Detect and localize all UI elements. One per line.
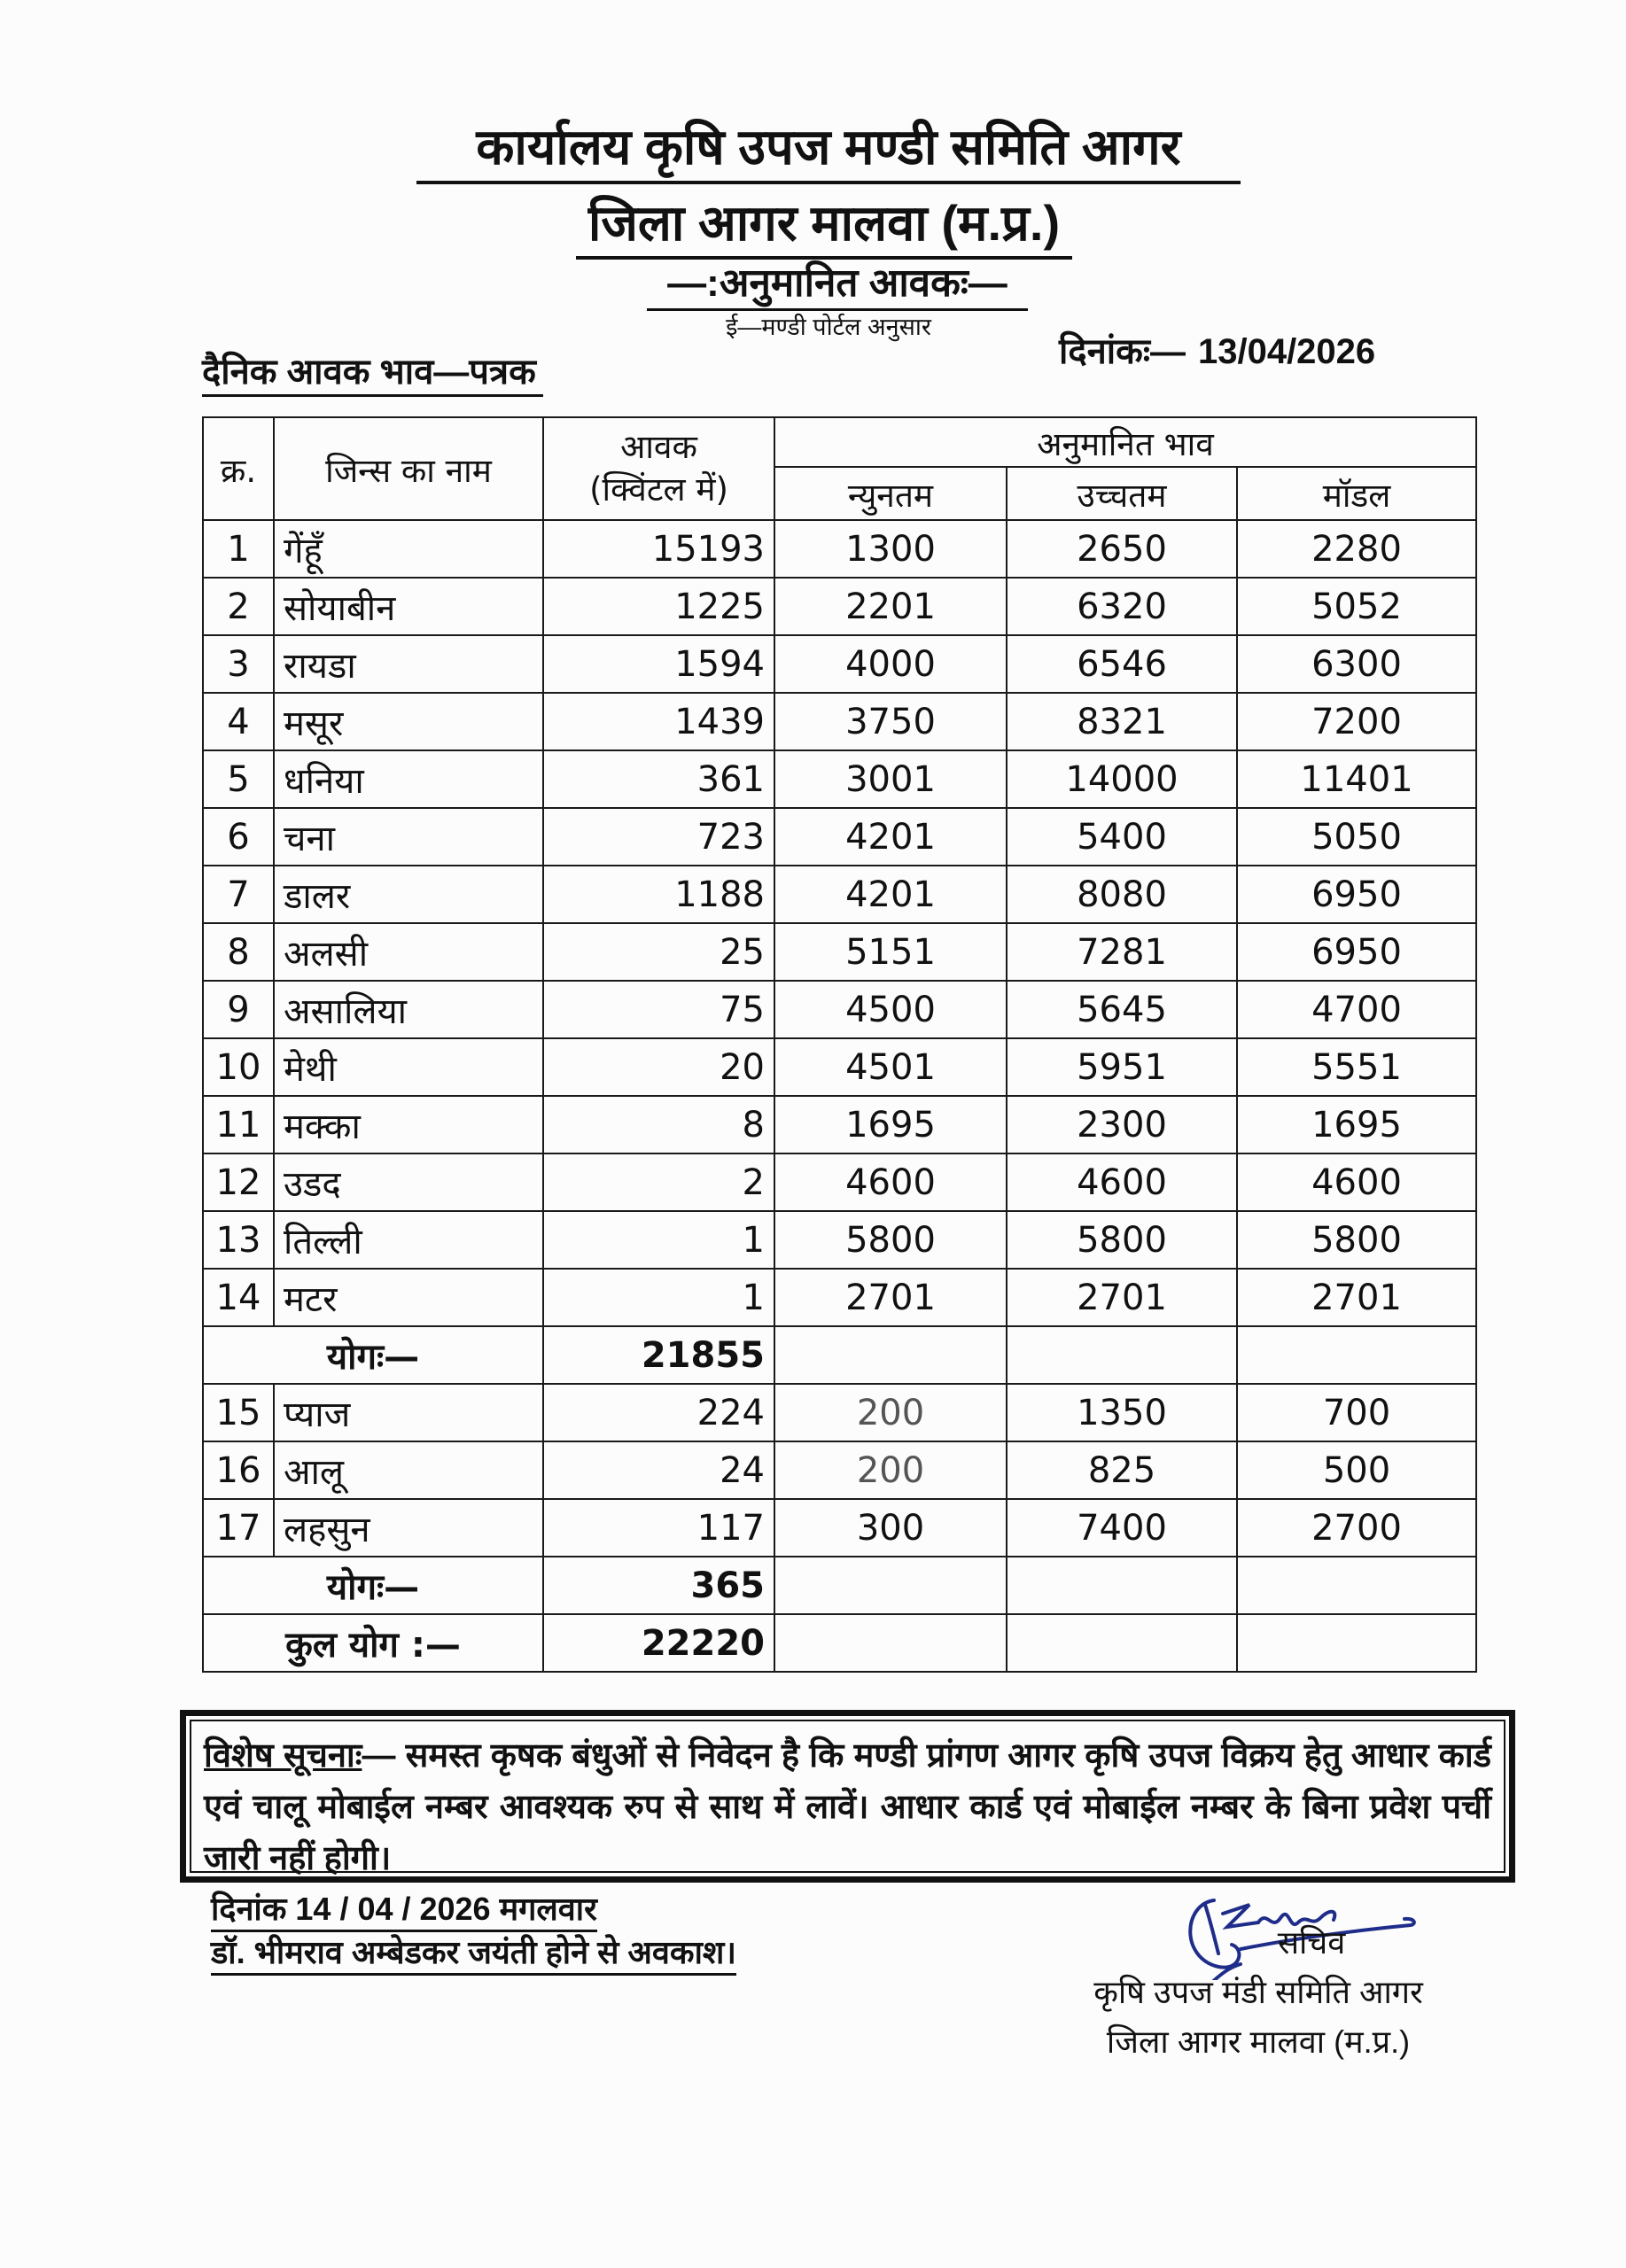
- serial-cell: 7: [203, 866, 274, 923]
- serial-cell: 2: [203, 578, 274, 635]
- modal-price-cell: 6950: [1237, 866, 1476, 923]
- special-notice: [190, 1720, 1505, 1877]
- max-price-cell: 5400: [1007, 808, 1237, 866]
- arrival-cell: 25: [543, 923, 774, 981]
- header-price-group: अनुमानित भाव: [774, 417, 1476, 467]
- arrival-cell: 20: [543, 1038, 774, 1096]
- table-row: [203, 1499, 1476, 1557]
- header-arrival: [543, 417, 774, 520]
- commodity-cell: लहसुन: [274, 1499, 543, 1557]
- empty-cell: [1007, 1326, 1237, 1384]
- office-title: कार्यालय कृषि उपज मण्डी समिति आगर: [416, 113, 1241, 184]
- max-price-cell: 6546: [1007, 635, 1237, 693]
- commodity-cell: सोयाबीन: [274, 578, 543, 635]
- signatory-org: कृषि उपज मंडी समिति आगर: [1093, 1974, 1423, 2010]
- table-row: [203, 1096, 1476, 1153]
- signatory-role: सचिव: [1277, 1924, 1346, 1961]
- empty-cell: [1237, 1614, 1476, 1672]
- arrival-cell: 224: [543, 1384, 774, 1441]
- modal-price-cell: 1695: [1237, 1096, 1476, 1153]
- signatory-district: जिला आगर मालवा (म.प्र.): [1106, 2023, 1411, 2060]
- holiday-note: [211, 1889, 736, 1976]
- sheet-heading: दैनिक आवक भाव—पत्रक: [202, 350, 543, 397]
- min-price-cell: 5151: [774, 923, 1007, 981]
- max-price-cell: 2650: [1007, 520, 1237, 578]
- min-price-cell: 3001: [774, 750, 1007, 808]
- min-price-cell: 1695: [774, 1096, 1007, 1153]
- arrival-cell: 8: [543, 1096, 774, 1153]
- arrival-cell: 1225: [543, 578, 774, 635]
- serial-cell: 14: [203, 1269, 274, 1326]
- max-price-cell: 5645: [1007, 981, 1237, 1038]
- header-arrival-line2: (क्विंटल में): [589, 470, 728, 509]
- table-row: [203, 1269, 1476, 1326]
- special-notice-box: [180, 1710, 1515, 1883]
- empty-cell: [1237, 1557, 1476, 1614]
- commodity-cell: आलू: [274, 1441, 543, 1499]
- serial-cell: 3: [203, 635, 274, 693]
- commodity-cell: धनिया: [274, 750, 543, 808]
- commodity-cell: रायडा: [274, 635, 543, 693]
- serial-cell: 6: [203, 808, 274, 866]
- min-price-cell: 5800: [774, 1211, 1007, 1269]
- commodity-cell: मक्का: [274, 1096, 543, 1153]
- table-row: [203, 981, 1476, 1038]
- max-price-cell: 7400: [1007, 1499, 1237, 1557]
- table-row: [203, 578, 1476, 635]
- serial-cell: 10: [203, 1038, 274, 1096]
- subtotal-row: [203, 1326, 1476, 1384]
- modal-price-cell: 2701: [1237, 1269, 1476, 1326]
- serial-cell: 8: [203, 923, 274, 981]
- signatory-block: [1037, 1918, 1480, 2067]
- subtotal-row-label: योगः—: [203, 1326, 543, 1384]
- serial-cell: 1: [203, 520, 274, 578]
- commodity-cell: मटर: [274, 1269, 543, 1326]
- table-row: [203, 1384, 1476, 1441]
- table-row: [203, 866, 1476, 923]
- min-price-cell: 4501: [774, 1038, 1007, 1096]
- district-title: जिला आगर मालवा (म.प्र.): [576, 190, 1072, 260]
- modal-price-cell: 4700: [1237, 981, 1476, 1038]
- commodity-cell: गेंहूँ: [274, 520, 543, 578]
- subtotal-row-2-label: योगः—: [203, 1557, 543, 1614]
- serial-cell: 4: [203, 693, 274, 750]
- table-row: [203, 923, 1476, 981]
- max-price-cell: 5800: [1007, 1211, 1237, 1269]
- arrival-cell: 1: [543, 1269, 774, 1326]
- modal-price-cell: 2280: [1237, 520, 1476, 578]
- commodity-cell: मेथी: [274, 1038, 543, 1096]
- max-price-cell: 5951: [1007, 1038, 1237, 1096]
- serial-cell: 9: [203, 981, 274, 1038]
- arrival-cell: 24: [543, 1441, 774, 1499]
- subtotal-row-value: 21855: [543, 1326, 774, 1384]
- commodity-cell: अलसी: [274, 923, 543, 981]
- subtotal-row-2-value: 365: [543, 1557, 774, 1614]
- min-price-cell: 4201: [774, 808, 1007, 866]
- serial-cell: 17: [203, 1499, 274, 1557]
- modal-price-cell: 5052: [1237, 578, 1476, 635]
- notice-text: — समस्त कृषक बंधुओं से निवेदन है कि मण्डी प्रांगण आगर कृषि उपज विक्रय हेतु आधार कार्ड एवं चालू मोबाईल नम्बर आवश्यक रुप से साथ में लावें। आधार कार्ड एवं मोबाईल नम्बर के बिना प्रवेश पर्ची जारी नहीं होगी।: [204, 1737, 1492, 1877]
- holiday-date: दिनांक 14 / 04 / 2026 मगलवार: [211, 1889, 597, 1932]
- subtotal-row-2: [203, 1557, 1476, 1614]
- holiday-reason: डॉ. भीमराव अम्बेडकर जयंती होने से अवकाश।: [211, 1932, 736, 1976]
- arrival-cell: 361: [543, 750, 774, 808]
- max-price-cell: 8080: [1007, 866, 1237, 923]
- commodity-cell: चना: [274, 808, 543, 866]
- min-price-cell: 2201: [774, 578, 1007, 635]
- modal-price-cell: 7200: [1237, 693, 1476, 750]
- header-serial: क्र.: [203, 417, 274, 520]
- table-row: [203, 1211, 1476, 1269]
- commodity-cell: तिल्ली: [274, 1211, 543, 1269]
- header-max: उच्चतम: [1007, 467, 1237, 520]
- modal-price-cell: 5800: [1237, 1211, 1476, 1269]
- empty-cell: [774, 1614, 1007, 1672]
- modal-price-cell: 6950: [1237, 923, 1476, 981]
- table-row: [203, 808, 1476, 866]
- header-commodity: जिन्स का नाम: [274, 417, 543, 520]
- table-row: [203, 750, 1476, 808]
- table-row: [203, 635, 1476, 693]
- grand-total-row: [203, 1614, 1476, 1672]
- table-row: [203, 1153, 1476, 1211]
- empty-cell: [774, 1326, 1007, 1384]
- serial-cell: 5: [203, 750, 274, 808]
- empty-cell: [774, 1557, 1007, 1614]
- serial-cell: 12: [203, 1153, 274, 1211]
- arrival-cell: 15193: [543, 520, 774, 578]
- header-arrival-line1: आवक: [620, 428, 697, 466]
- max-price-cell: 4600: [1007, 1153, 1237, 1211]
- modal-price-cell: 11401: [1237, 750, 1476, 808]
- modal-price-cell: 2700: [1237, 1499, 1476, 1557]
- commodity-cell: मसूर: [274, 693, 543, 750]
- source-note: ई—मण्डी पोर्टल अनुसार: [726, 314, 931, 340]
- arrival-cell: 1: [543, 1211, 774, 1269]
- notice-label: विशेष सूचनाः: [204, 1737, 362, 1775]
- min-price-cell: 4600: [774, 1153, 1007, 1211]
- arrival-cell: 117: [543, 1499, 774, 1557]
- max-price-cell: 7281: [1007, 923, 1237, 981]
- max-price-cell: 6320: [1007, 578, 1237, 635]
- max-price-cell: 825: [1007, 1441, 1237, 1499]
- date-label: दिनांकः—: [1059, 332, 1186, 371]
- min-price-cell: 4201: [774, 866, 1007, 923]
- max-price-cell: 14000: [1007, 750, 1237, 808]
- commodity-cell: प्याज: [274, 1384, 543, 1441]
- table-row: [203, 693, 1476, 750]
- serial-cell: 13: [203, 1211, 274, 1269]
- max-price-cell: 1350: [1007, 1384, 1237, 1441]
- arrival-cell: 1594: [543, 635, 774, 693]
- report-date: [1059, 330, 1375, 374]
- min-price-cell: 4500: [774, 981, 1007, 1038]
- date-value: 13/04/2026: [1197, 332, 1376, 371]
- table-row: [203, 1038, 1476, 1096]
- modal-price-cell: 500: [1237, 1441, 1476, 1499]
- max-price-cell: 8321: [1007, 693, 1237, 750]
- arrival-cell: 723: [543, 808, 774, 866]
- empty-cell: [1007, 1557, 1237, 1614]
- min-price-cell: 2701: [774, 1269, 1007, 1326]
- max-price-cell: 2701: [1007, 1269, 1237, 1326]
- modal-price-cell: 6300: [1237, 635, 1476, 693]
- serial-cell: 15: [203, 1384, 274, 1441]
- modal-price-cell: 5050: [1237, 808, 1476, 866]
- commodity-cell: उडद: [274, 1153, 543, 1211]
- empty-cell: [1007, 1614, 1237, 1672]
- modal-price-cell: 700: [1237, 1384, 1476, 1441]
- arrival-cell: 1188: [543, 866, 774, 923]
- min-price-cell: 1300: [774, 520, 1007, 578]
- min-price-cell: 200: [774, 1384, 1007, 1441]
- table-row: [203, 1441, 1476, 1499]
- max-price-cell: 2300: [1007, 1096, 1237, 1153]
- grand-total-row-label: कुल योग :—: [203, 1614, 543, 1672]
- min-price-cell: 200: [774, 1441, 1007, 1499]
- arrival-cell: 2: [543, 1153, 774, 1211]
- min-price-cell: 3750: [774, 693, 1007, 750]
- report-title: —:अनुमानित आवकः—: [647, 259, 1028, 311]
- commodity-cell: डालर: [274, 866, 543, 923]
- empty-cell: [1237, 1326, 1476, 1384]
- arrival-cell: 75: [543, 981, 774, 1038]
- grand-total-row-value: 22220: [543, 1614, 774, 1672]
- serial-cell: 16: [203, 1441, 274, 1499]
- header-min: न्युनतम: [774, 467, 1007, 520]
- header-modal: मॉडल: [1237, 467, 1476, 520]
- min-price-cell: 4000: [774, 635, 1007, 693]
- modal-price-cell: 5551: [1237, 1038, 1476, 1096]
- commodity-cell: असालिया: [274, 981, 543, 1038]
- modal-price-cell: 4600: [1237, 1153, 1476, 1211]
- min-price-cell: 300: [774, 1499, 1007, 1557]
- rates-table: [202, 416, 1477, 1673]
- serial-cell: 11: [203, 1096, 274, 1153]
- arrival-cell: 1439: [543, 693, 774, 750]
- table-row: [203, 520, 1476, 578]
